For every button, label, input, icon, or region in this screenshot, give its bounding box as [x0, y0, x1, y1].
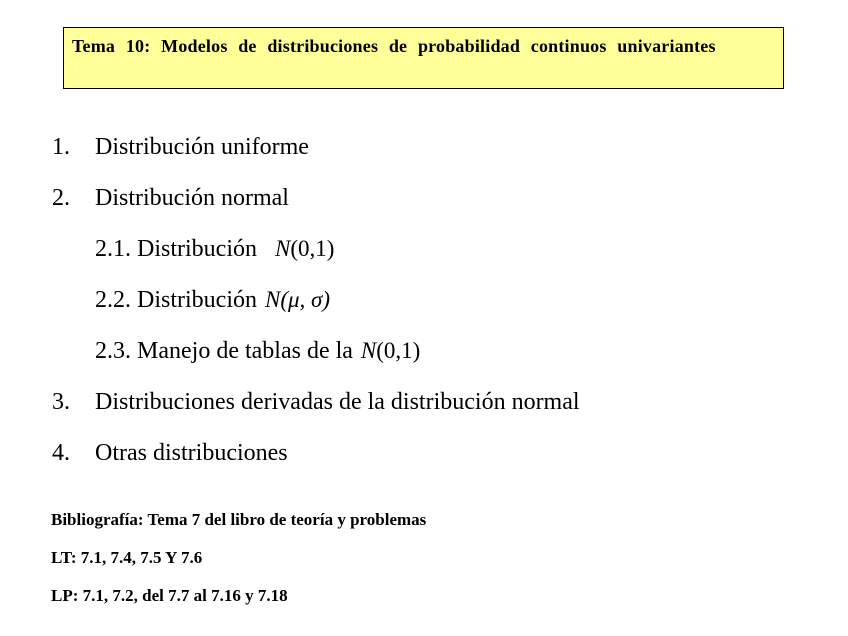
outline-item-number: 4. [52, 440, 70, 466]
math-function: N [275, 236, 291, 261]
outline-subitem-label: 2.1. Distribución [95, 236, 257, 262]
outline-subitem-2-3 [95, 337, 420, 365]
math-function: N [265, 287, 281, 312]
outline-item-1 [52, 133, 752, 161]
outline-item-label: Distribución normal [95, 185, 289, 211]
outline-item-label: Distribución uniforme [95, 134, 309, 160]
math-function: N [360, 338, 377, 363]
math-expression [361, 338, 420, 363]
outline-item-number: 2. [52, 185, 70, 211]
math-arguments: (μ, σ) [280, 287, 331, 312]
topic-title-box [63, 27, 784, 89]
math-expression [265, 287, 330, 312]
outline-item-label: Distribuciones derivadas de la distribución normal [95, 389, 580, 415]
outline-item-3 [52, 388, 812, 416]
outline-item-4 [52, 439, 752, 467]
outline-item-number: 1. [52, 134, 70, 160]
outline-subitem-label: 2.2. Distribución [95, 287, 257, 313]
bibliography-lp: LP: 7.1, 7.2, del 7.7 al 7.16 y 7.18 [51, 586, 288, 605]
math-arguments: (0,1) [290, 236, 335, 261]
bibliography-heading: Bibliografía: Tema 7 del libro de teoría y problemas [51, 510, 427, 529]
outline-item-number: 3. [52, 389, 70, 415]
outline-item-label: Otras distribuciones [95, 440, 288, 466]
topic-title: Tema 10: Modelos de distribuciones de probabilidad continuos univariantes [72, 36, 716, 56]
outline-subitem-2-1 [95, 235, 334, 263]
outline-item-2 [52, 184, 752, 212]
math-expression [275, 236, 334, 261]
outline-subitem-2-2 [95, 286, 330, 314]
bibliography-lt: LT: 7.1, 7.4, 7.5 Y 7.6 [51, 548, 203, 567]
math-arguments: (0,1) [376, 338, 421, 363]
outline-subitem-label: 2.3. Manejo de tablas de la [95, 338, 353, 364]
